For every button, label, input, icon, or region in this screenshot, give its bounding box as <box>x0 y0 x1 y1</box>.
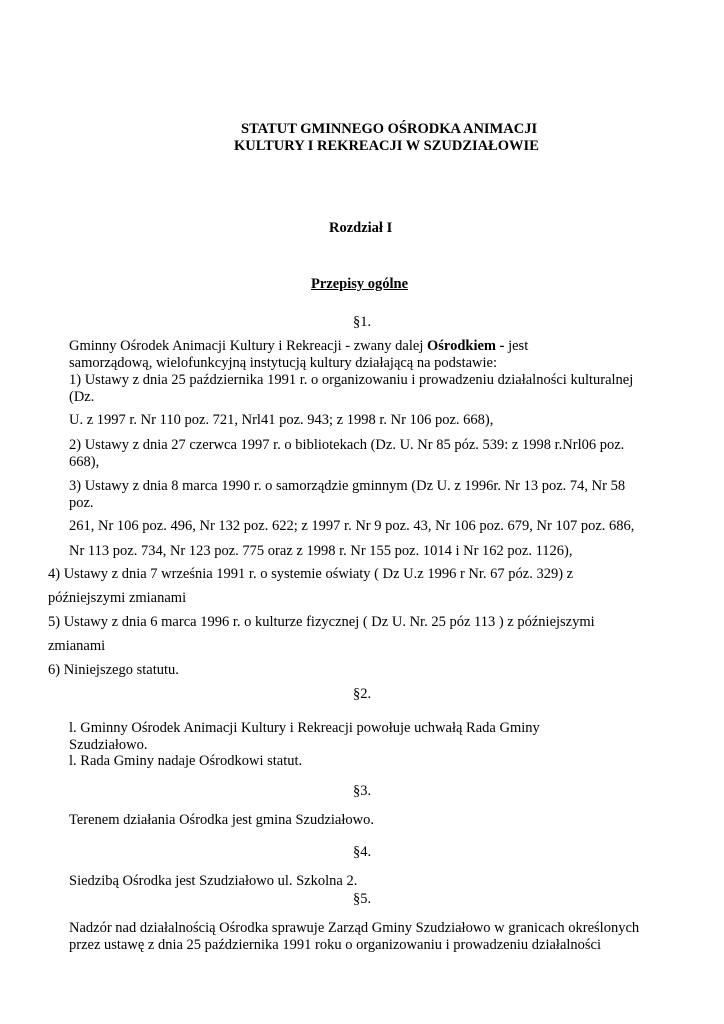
chapter-heading: Rozdział I <box>329 220 393 236</box>
section-3-heading: §3. <box>352 783 372 799</box>
section-1-line: samorządową, wielofunkcyjną instytucją kultury działającą na podstawie: <box>69 355 498 371</box>
section-5-line: Nadzór nad działalnością Ośrodka sprawuje Zarząd Gminy Szudziałowo w granicach określonych <box>69 920 640 936</box>
section-3-line: Terenem działania Ośrodka jest gmina Szudziałowo. <box>69 812 374 828</box>
section-1-line: 2) Ustawy z dnia 27 czerwca 1997 r. o bibliotekach (Dz. U. Nr 85 póz. 539: z 1998 r.Nrl06 poz. <box>69 437 625 453</box>
section-1-line: 668), <box>69 454 100 470</box>
section-1-line: 5) Ustawy z dnia 6 marca 1996 r. o kulturze fizycznej ( Dz U. Nr. 25 póz 113 ) z późniejszymi <box>48 614 595 630</box>
section-2-line: l. Rada Gminy nadaje Ośrodkowi statut. <box>69 753 303 769</box>
ośrodek-term: Ośrodkiem - <box>426 338 505 354</box>
section-5-line: przez ustawę z dnia 25 października 1991 roku o organizowaniu i prowadzeniu działalności <box>69 937 602 953</box>
document-title-line-2: KULTURY I REKREACJI W SZUDZIAŁOWIE <box>234 138 539 154</box>
section-1-line: późniejszymi zmianami <box>48 590 187 606</box>
section-4-line: Siedzibą Ośrodka jest Szudziałowo ul. Szkolna 2. <box>69 873 358 889</box>
section-1-line: poz. <box>69 495 94 511</box>
chapter-subtitle: Przepisy ogólne <box>311 276 409 292</box>
section-1-line: 6) Niniejszego statutu. <box>48 662 179 678</box>
section-2-heading: §2. <box>352 686 372 702</box>
section-1-heading: §1. <box>352 314 372 330</box>
section-1-line: U. z 1997 r. Nr 110 poz. 721, Nrl41 poz. 943; z 1998 r. Nr 106 poz. 668), <box>69 412 494 428</box>
section-1-line: 261, Nr 106 poz. 496, Nr 132 poz. 622; z 1997 r. Nr 9 poz. 43, Nr 106 poz. 679, Nr 107 poz. 686, <box>69 518 635 534</box>
section-1-line: 4) Ustawy z dnia 7 września 1991 r. o systemie oświaty ( Dz U.z 1996 r Nr. 67 póz. 329) z <box>48 566 574 582</box>
section-1-line: 3) Ustawy z dnia 8 marca 1990 r. o samorządzie gminnym (Dz U. z 1996r. Nr 13 poz. 74, Nr 58 <box>69 478 626 494</box>
section-1-line: zmianami <box>48 638 106 654</box>
section-1-line: Nr 113 poz. 734, Nr 123 poz. 775 oraz z 1998 r. Nr 155 poz. 1014 i Nr 162 poz. 1126), <box>69 543 573 559</box>
section-2-line: l. Gminny Ośrodek Animacji Kultury i Rekreacji powołuje uchwałą Rada Gminy <box>69 720 540 736</box>
section-1-intro: Gminny Ośrodek Animacji Kultury i Rekreacji - zwany dalej Ośrodkiem - jest <box>69 338 529 354</box>
section-1-line: (Dz. <box>69 389 95 405</box>
section-1-line: 1) Ustawy z dnia 25 października 1991 r. o organizowaniu i prowadzeniu działalności kulturalnej <box>69 372 634 388</box>
section-2-line: Szudziałowo. <box>69 737 148 753</box>
section-5-heading: §5. <box>352 891 372 907</box>
section-4-heading: §4. <box>352 844 372 860</box>
document-title-line-1: STATUT GMINNEGO OŚRODKA ANIMACJI <box>241 121 538 137</box>
